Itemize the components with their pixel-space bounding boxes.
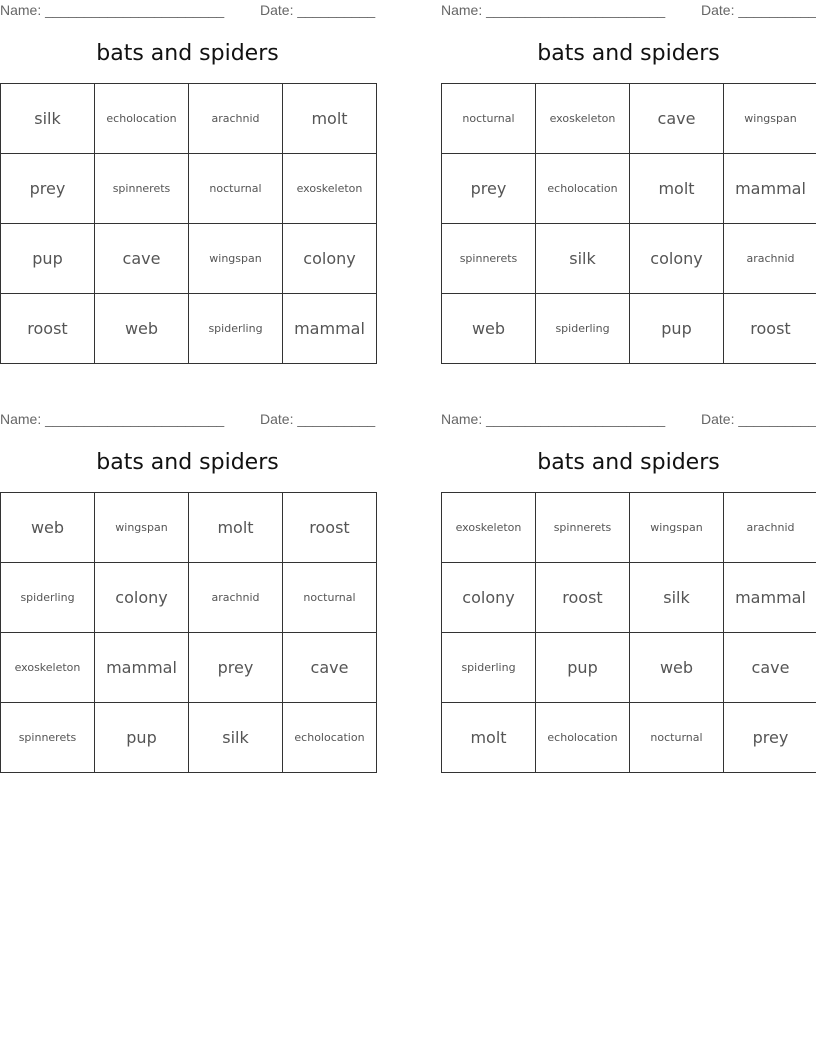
grid-cell: pup <box>1 224 95 294</box>
grid-cell: colony <box>283 224 377 294</box>
grid-cell: arachnid <box>724 224 816 294</box>
name-label: Name: _______________________ <box>441 411 666 427</box>
grid-cell: wingspan <box>630 493 724 563</box>
bingo-card <box>441 409 816 747</box>
grid-row <box>1 154 377 224</box>
grid-cell: pup <box>95 703 189 773</box>
grid-cell: echolocation <box>95 84 189 154</box>
grid-row <box>1 84 377 154</box>
grid-row <box>442 493 816 563</box>
grid-row <box>442 633 816 703</box>
grid-row <box>1 563 377 633</box>
grid-row <box>1 633 377 703</box>
grid-cell: colony <box>630 224 724 294</box>
grid-cell: mammal <box>724 154 816 224</box>
grid-cell: nocturnal <box>283 563 377 633</box>
grid-cell: nocturnal <box>189 154 283 224</box>
grid-cell: exoskeleton <box>283 154 377 224</box>
grid-cell: web <box>442 294 536 364</box>
grid-cell: arachnid <box>724 493 816 563</box>
grid-cell: silk <box>536 224 630 294</box>
grid-cell: spinnerets <box>1 703 95 773</box>
grid-cell: pup <box>536 633 630 703</box>
grid-cell: prey <box>442 154 536 224</box>
bingo-grid <box>0 83 377 364</box>
date-label: Date: __________ <box>701 411 816 427</box>
grid-row <box>442 224 816 294</box>
grid-row <box>1 493 377 563</box>
card-title: bats and spiders <box>96 41 279 66</box>
bingo-grid <box>441 492 816 773</box>
grid-cell: roost <box>283 493 377 563</box>
grid-cell: spiderling <box>442 633 536 703</box>
grid-cell: prey <box>189 633 283 703</box>
grid-cell: spiderling <box>536 294 630 364</box>
grid-cell: spinnerets <box>442 224 536 294</box>
grid-cell: mammal <box>283 294 377 364</box>
grid-cell: cave <box>283 633 377 703</box>
grid-cell: silk <box>630 563 724 633</box>
grid-row <box>442 84 816 154</box>
date-label: Date: __________ <box>701 2 816 18</box>
grid-cell: exoskeleton <box>1 633 95 703</box>
grid-cell: spiderling <box>1 563 95 633</box>
grid-row <box>1 294 377 364</box>
grid-cell: nocturnal <box>630 703 724 773</box>
grid-cell: roost <box>1 294 95 364</box>
grid-row <box>1 703 377 773</box>
grid-cell: spinnerets <box>95 154 189 224</box>
grid-cell: web <box>1 493 95 563</box>
grid-cell: echolocation <box>536 154 630 224</box>
grid-cell: wingspan <box>95 493 189 563</box>
grid-cell: cave <box>724 633 816 703</box>
grid-cell: molt <box>189 493 283 563</box>
name-label: Name: _______________________ <box>441 2 666 18</box>
grid-cell: spiderling <box>189 294 283 364</box>
grid-cell: web <box>95 294 189 364</box>
grid-cell: spinnerets <box>536 493 630 563</box>
name-date-row <box>0 409 375 431</box>
grid-cell: web <box>630 633 724 703</box>
grid-cell: exoskeleton <box>442 493 536 563</box>
grid-cell: echolocation <box>283 703 377 773</box>
bingo-card <box>0 0 376 338</box>
grid-cell: molt <box>630 154 724 224</box>
grid-row <box>442 294 816 364</box>
card-title: bats and spiders <box>537 450 720 475</box>
name-date-row <box>441 0 816 22</box>
name-label: Name: _______________________ <box>0 2 225 18</box>
grid-row <box>1 224 377 294</box>
bingo-card <box>0 409 376 747</box>
grid-cell: prey <box>724 703 816 773</box>
date-label: Date: __________ <box>260 411 376 427</box>
date-label: Date: __________ <box>260 2 376 18</box>
grid-cell: colony <box>442 563 536 633</box>
grid-cell: echolocation <box>536 703 630 773</box>
grid-cell: roost <box>724 294 816 364</box>
grid-cell: silk <box>1 84 95 154</box>
grid-cell: nocturnal <box>442 84 536 154</box>
grid-cell: pup <box>630 294 724 364</box>
grid-cell: arachnid <box>189 563 283 633</box>
bingo-grid <box>0 492 377 773</box>
grid-cell: silk <box>189 703 283 773</box>
grid-cell: mammal <box>95 633 189 703</box>
name-label: Name: _______________________ <box>0 411 225 427</box>
grid-row <box>442 154 816 224</box>
bingo-card <box>441 0 816 338</box>
name-date-row <box>441 409 816 431</box>
grid-cell: molt <box>442 703 536 773</box>
card-title: bats and spiders <box>537 41 720 66</box>
grid-cell: wingspan <box>189 224 283 294</box>
grid-cell: wingspan <box>724 84 816 154</box>
grid-cell: exoskeleton <box>536 84 630 154</box>
grid-cell: colony <box>95 563 189 633</box>
grid-cell: arachnid <box>189 84 283 154</box>
grid-cell: mammal <box>724 563 816 633</box>
grid-row <box>442 703 816 773</box>
grid-cell: roost <box>536 563 630 633</box>
bingo-grid <box>441 83 816 364</box>
grid-row <box>442 563 816 633</box>
grid-cell: cave <box>630 84 724 154</box>
grid-cell: cave <box>95 224 189 294</box>
grid-cell: molt <box>283 84 377 154</box>
grid-cell: prey <box>1 154 95 224</box>
name-date-row <box>0 0 375 22</box>
card-title: bats and spiders <box>96 450 279 475</box>
